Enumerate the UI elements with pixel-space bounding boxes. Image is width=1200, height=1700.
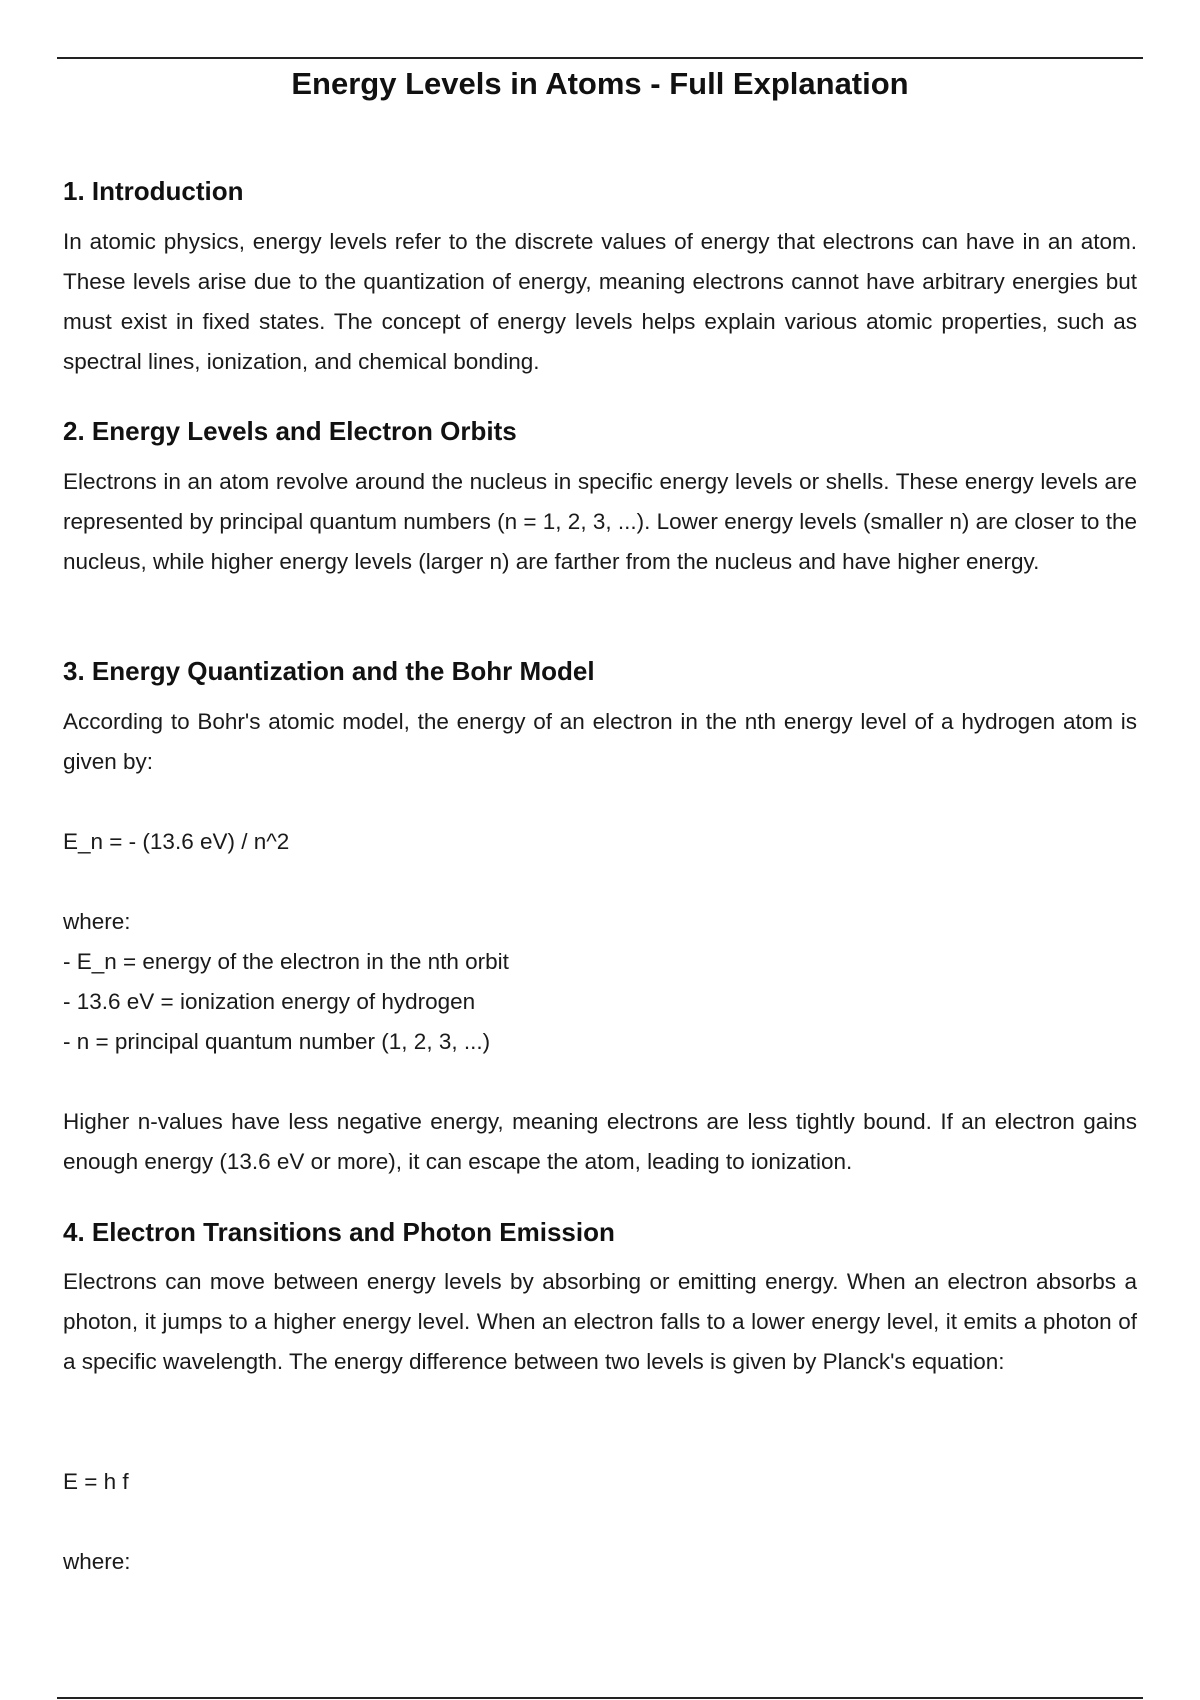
planck-formula: E = h f	[63, 1469, 129, 1494]
section-heading-transitions: 4. Electron Transitions and Photon Emission	[63, 1217, 615, 1247]
energy-levels-paragraph: Electrons in an atom revolve around the nucleus in specific energy levels or shells. These energy levels are represented by principal quantum numbers (n = 1, 2, 3, ...). Lower energy levels (smaller n) are closer to the nucleus, while higher energy levels (larger n) are farther from the nucleus and have higher energy.	[63, 469, 1137, 574]
transitions-intro: Electrons can move between energy levels by absorbing or emitting energy. When an electron absorbs a photon, it jumps to a higher energy level. When an electron falls to a lower energy level, it emits a photon of a specific wavelength. The energy difference between two levels is given by Planck's equation:	[63, 1269, 1137, 1374]
bohr-definition-item: - E_n = energy of the electron in the nth orbit	[63, 949, 509, 974]
bohr-where-label: where:	[63, 909, 131, 934]
bohr-energy-formula: E_n = - (13.6 eV) / n^2	[63, 829, 290, 854]
bohr-model-intro: According to Bohr's atomic model, the energy of an electron in the nth energy level of a hydrogen atom is given by:	[63, 709, 1137, 774]
top-rule	[57, 57, 1143, 59]
bohr-definition-item: - 13.6 eV = ionization energy of hydrogen	[63, 989, 476, 1014]
section-heading-energy-levels: 2. Energy Levels and Electron Orbits	[63, 416, 517, 446]
introduction-paragraph: In atomic physics, energy levels refer to the discrete values of energy that electrons can have in an atom. These levels arise due to the quantization of energy, meaning electrons cannot have arbitrary energies but must exist in fixed states. The concept of energy levels helps explain various atomic properties, such as spectral lines, ionization, and chemical bonding.	[63, 229, 1137, 374]
section-heading-bohr-model: 3. Energy Quantization and the Bohr Model	[63, 656, 595, 686]
planck-where-label: where:	[63, 1549, 131, 1574]
section-heading-introduction: 1. Introduction	[63, 176, 244, 206]
page-title: Energy Levels in Atoms - Full Explanation	[291, 66, 909, 101]
bohr-definition-item: - n = principal quantum number (1, 2, 3, ...)	[63, 1029, 491, 1054]
bohr-model-outro: Higher n-values have less negative energy, meaning electrons are less tightly bound. If an electron gains enough energy (13.6 eV or more), it can escape the atom, leading to ionization.	[63, 1109, 1137, 1174]
bottom-rule	[57, 1697, 1143, 1699]
